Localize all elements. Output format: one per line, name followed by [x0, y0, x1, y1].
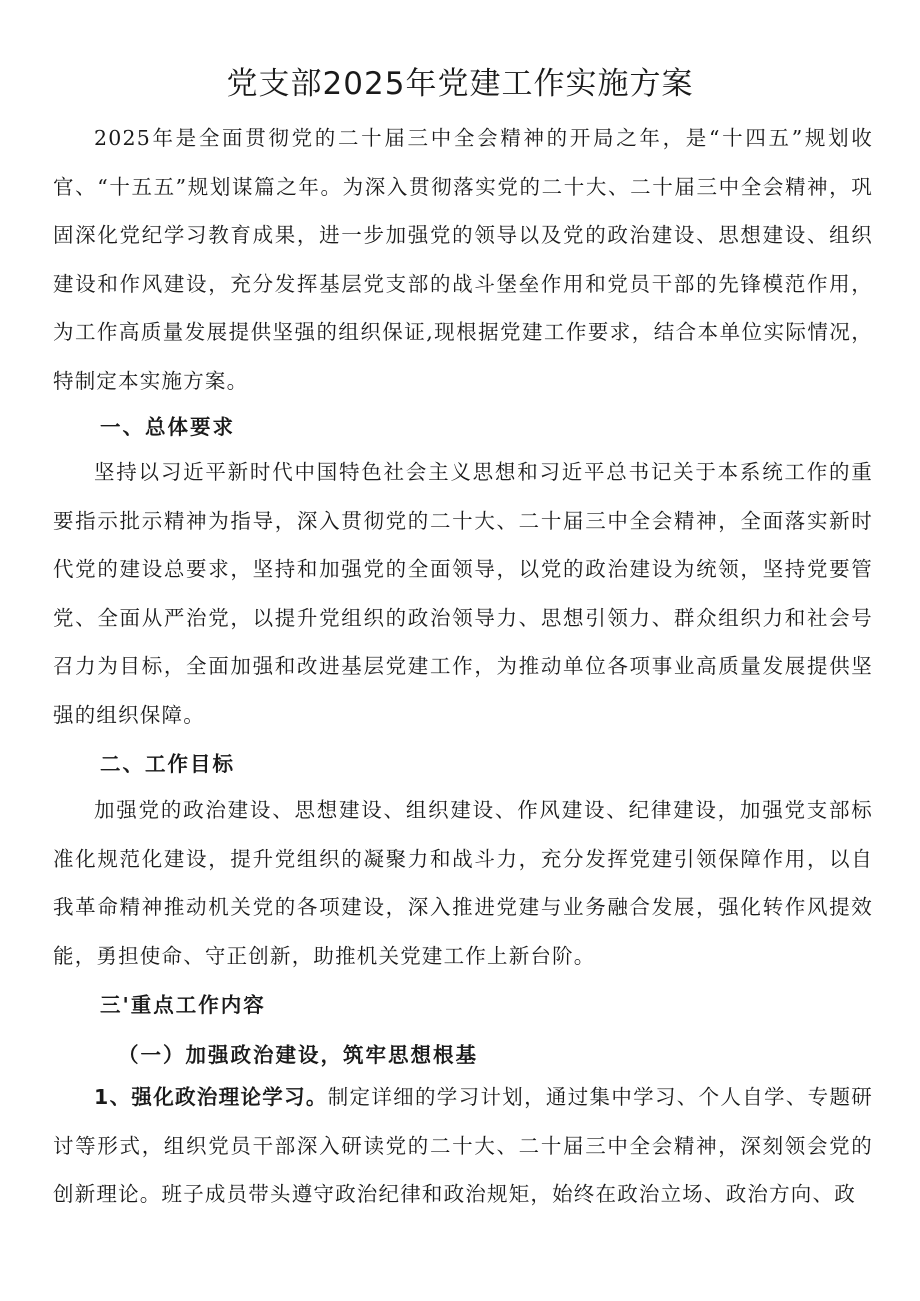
- subsection-heading-political-building: （一）加强政治建设，筑牢思想根基: [118, 1043, 478, 1067]
- item-1-lead: 1、强化政治理论学习。: [94, 1085, 328, 1109]
- item-1-paragraph: [53, 1073, 873, 1219]
- overall-requirements-paragraph: 坚持以习近平新时代中国特色社会主义思想和习近平总书记关于本系统工作的重要指示批示精神为指导，深入贯彻党的二十大、二十届三中全会精神，全面落实新时代党的建设总要求，坚持和加强党的全面领导，以党的政治建设为统领，坚持党要管党、全面从严治党，以提升党组织的政治领导力、思想引领力、群众组织力和社会号召力为目标，全面加强和改进基层党建工作，为推动单位各项事业高质量发展提供坚强的组织保障。: [53, 460, 873, 727]
- section-heading-work-goals: 二、工作目标: [100, 752, 235, 776]
- document-title: 党支部2025年党建工作实施方案: [226, 66, 694, 102]
- work-goals-paragraph: 加强党的政治建设、思想建设、组织建设、作风建设、纪律建设，加强党支部标准化规范化建设，提升党组织的凝聚力和战斗力，充分发挥党建引领保障作用，以自我革命精神推动机关党的各项建设，深入推进党建与业务融合发展，强化转作风提效能，勇担使命、守正创新，助推机关党建工作上新台阶。: [53, 798, 873, 968]
- intro-paragraph: 2025年是全面贯彻党的二十届三中全会精神的开局之年，是“十四五”规划收官、“十五五”规划谋篇之年。为深入贯彻落实党的二十大、二十届三中全会精神，巩固深化党纪学习教育成果，进一步加强党的领导以及党的政治建设、思想建设、组织建设和作风建设，充分发挥基层党支部的战斗堡垒作用和党员干部的先锋模范作用，为工作高质量发展提供坚强的组织保证,现根据党建工作要求，结合本单位实际情况，特制定本实施方案。: [53, 126, 873, 393]
- section-heading-key-work: 三'重点工作内容: [100, 993, 266, 1017]
- section-heading-overall-requirements: 一、总体要求: [100, 415, 235, 439]
- item-1-text: 制定详细的学习计划，通过集中学习、个人自学、专题研讨等形式，组织党员干部深入研读党的二十大、二十届三中全会精神，深刻领会党的创新理论。班子成员带头遵守政治纪律和政治规矩，始终在政治立场、政治方向、政: [53, 1085, 873, 1206]
